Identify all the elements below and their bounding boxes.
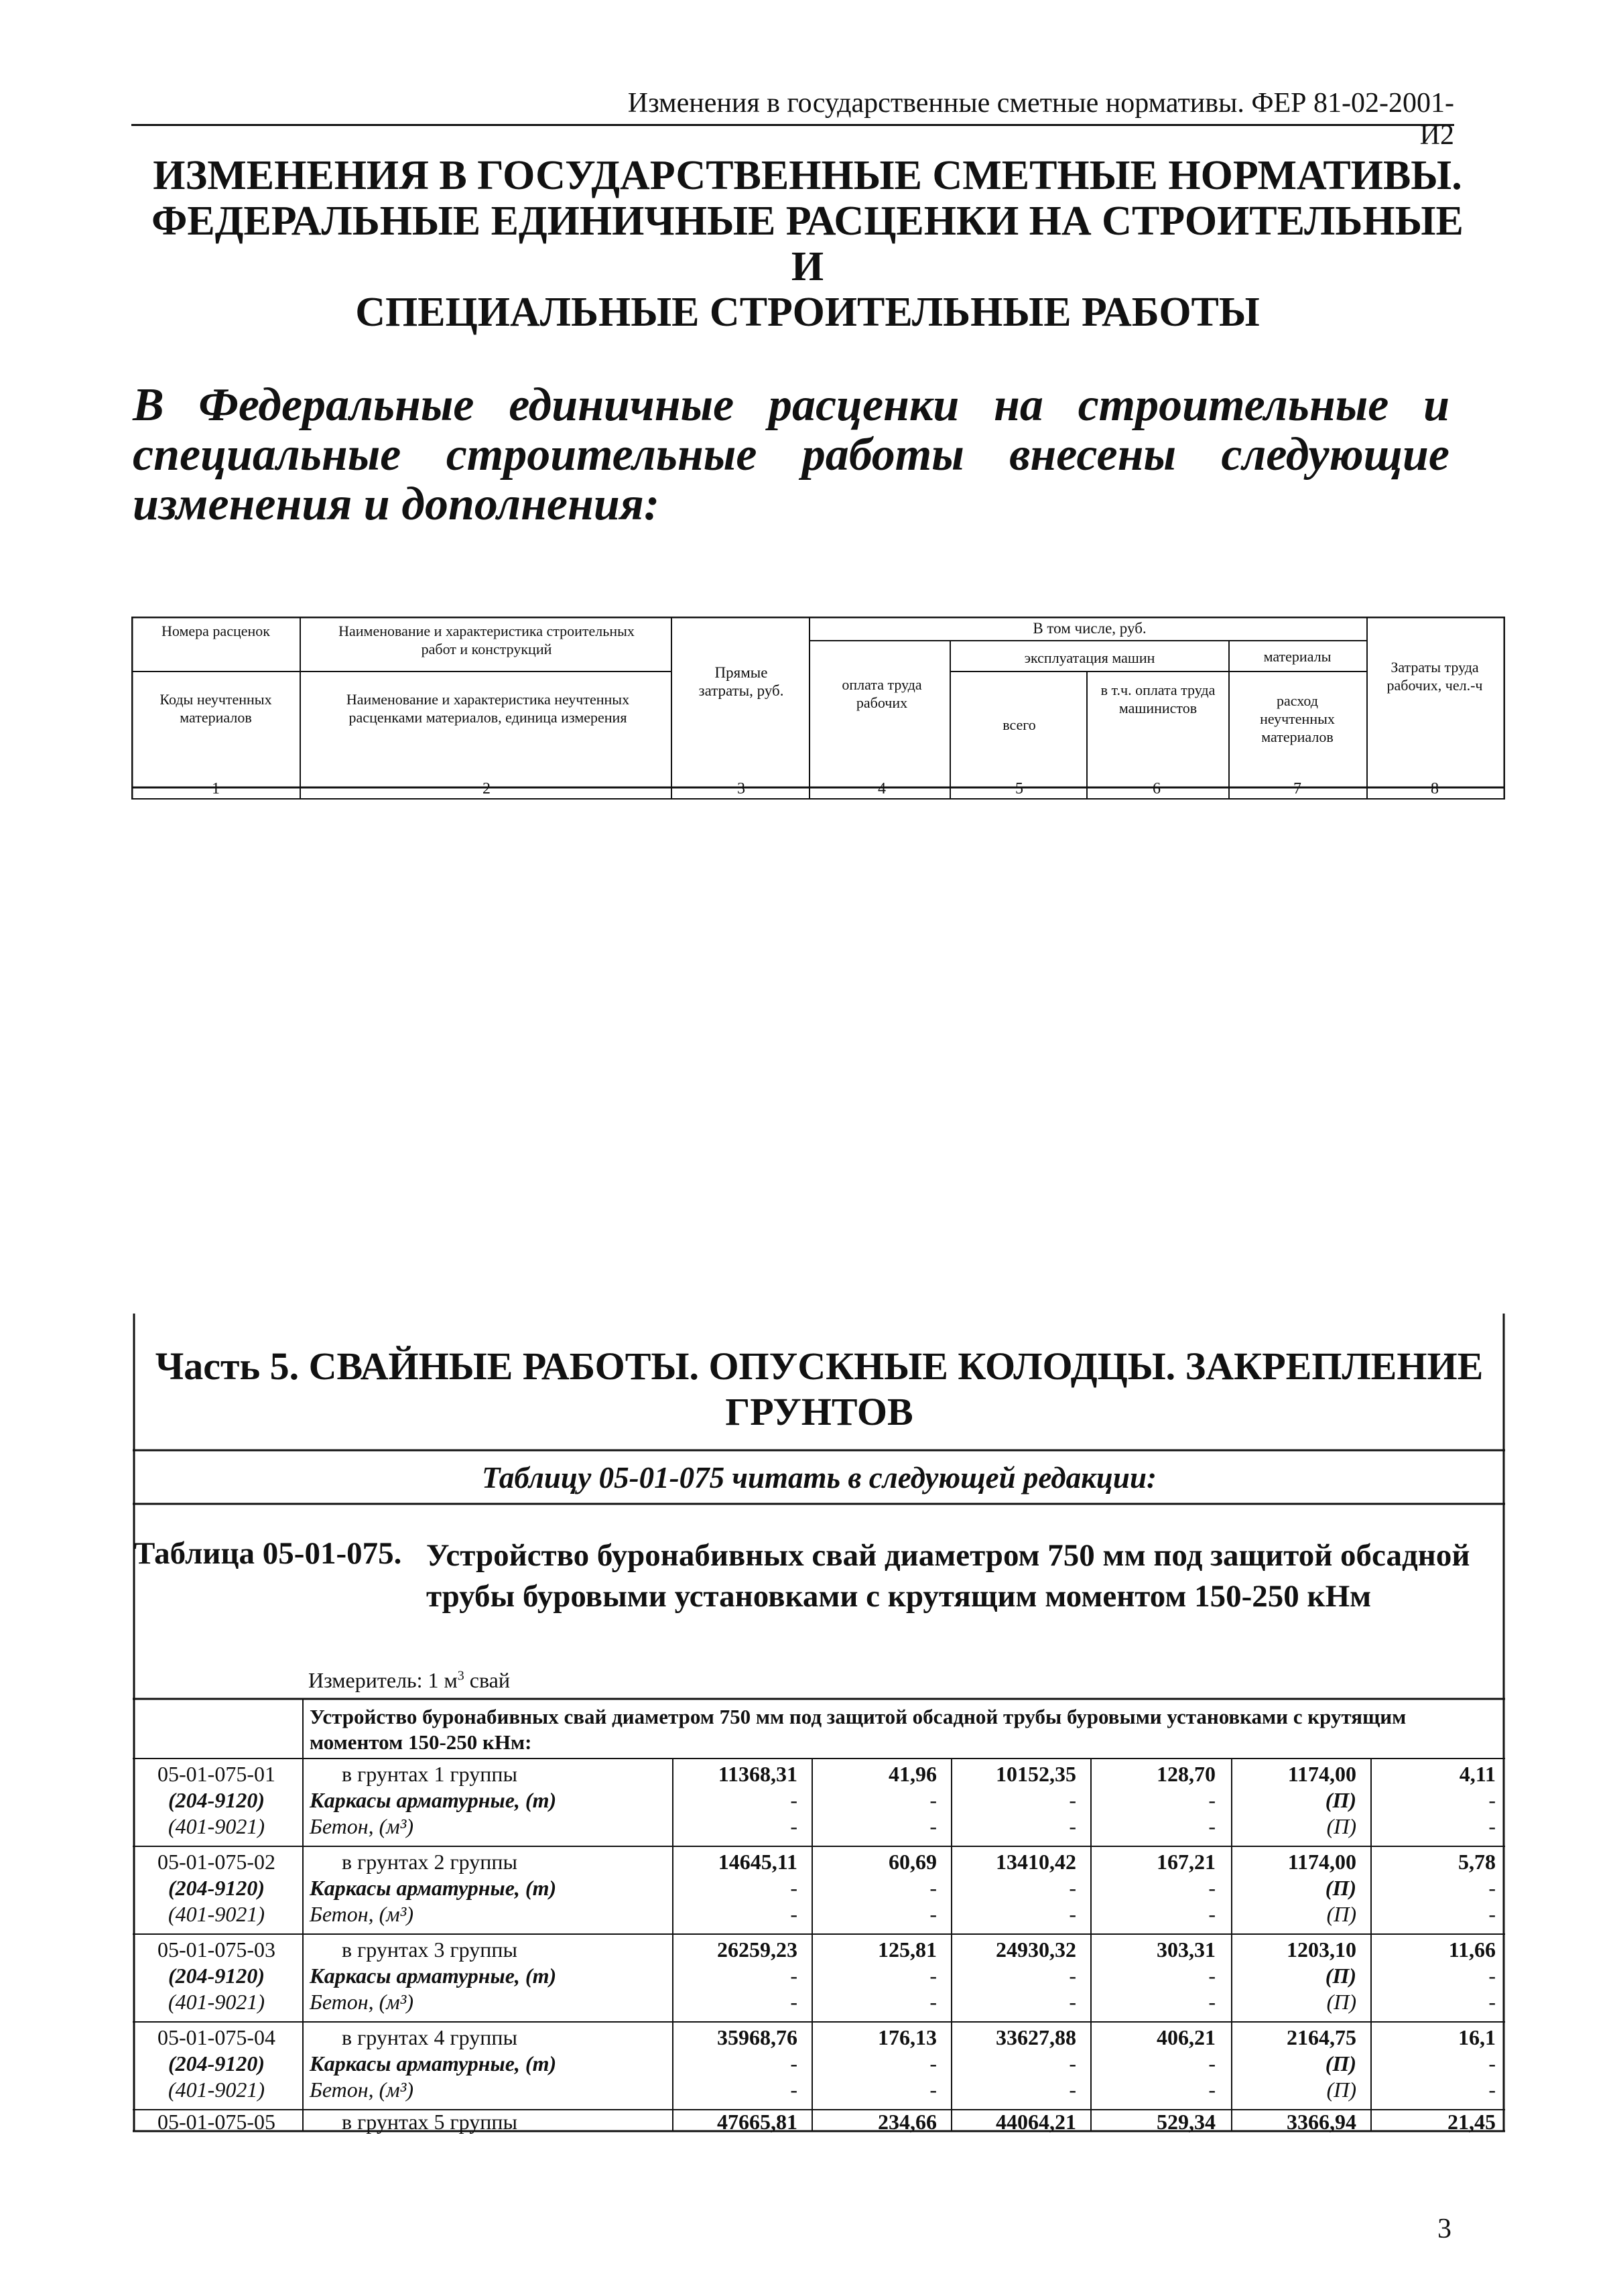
material-name: Бетон, (м³) — [310, 1814, 413, 1838]
material-name: Бетон, (м³) — [310, 1990, 413, 2014]
rate-worker: 125,81 — [878, 1937, 937, 1962]
rate-labor: 5,78 — [1458, 1850, 1496, 1874]
material-value: - — [790, 1876, 797, 1900]
part-title-line-2: ГРУНТОВ — [725, 1390, 913, 1433]
material-value: - — [1208, 1814, 1216, 1838]
header-materials: материалы — [1263, 648, 1332, 665]
material-value: - — [790, 1788, 797, 1812]
material-value: - — [1069, 1964, 1076, 1988]
material-value: - — [790, 1902, 797, 1926]
rate-direct: 35968,76 — [717, 2025, 797, 2049]
rate-direct: 26259,23 — [717, 1937, 797, 1962]
header-rule — [131, 124, 1454, 126]
material-value: - — [1069, 1876, 1076, 1900]
title-line-1: ИЗМЕНЕНИЯ В ГОСУДАРСТВЕННЫЕ СМЕТНЫЕ НОРМАТИВЫ. — [153, 153, 1462, 198]
running-header: Изменения в государственные сметные нормативы. ФЕР 81-02-2001-И2 — [627, 88, 1454, 151]
intro-line-2 — [133, 430, 1449, 480]
rate-name: в грунтах 4 группы — [342, 2025, 517, 2049]
read-note: Таблицу 05-01-075 читать в следующей редакции: — [482, 1461, 1157, 1494]
part-title-line-1: Часть 5. СВАЙНЫЕ РАБОТЫ. ОПУСКНЫЕ КОЛОДЦЫ. ЗАКРЕПЛЕНИЕ — [155, 1344, 1484, 1388]
measure-prefix: Измеритель: 1 м — [308, 1668, 458, 1692]
material-name: Бетон, (м³) — [310, 1902, 413, 1926]
material-value: - — [1488, 1788, 1496, 1812]
material-name: Каркасы арматурные, (т) — [310, 2051, 557, 2076]
material-name: Каркасы арматурные, (т) — [310, 1964, 557, 1988]
table-title-label: Таблица 05-01-075. — [134, 1536, 402, 1571]
header-rate-number: Номера расценок — [162, 623, 270, 639]
material-value: - — [1208, 2051, 1216, 2076]
material-value: - — [1069, 2078, 1076, 2102]
rate-code: 05-01-075-05 — [157, 2110, 275, 2134]
rate-code: 05-01-075-04 — [157, 2025, 275, 2049]
rate-code: 05-01-075-01 — [157, 1762, 275, 1786]
measure-unit — [308, 1668, 510, 1693]
material-value: (П) — [1326, 1990, 1356, 2014]
intro-line-1-text: В Федеральные единичные расценки на строительные и — [133, 379, 1449, 431]
material-value: (П) — [1325, 1964, 1356, 1988]
material-value: (П) — [1326, 1814, 1356, 1838]
rate-labor: 21,45 — [1447, 2110, 1496, 2134]
intro-line-3 — [133, 480, 1449, 529]
material-code: (401-9021) — [168, 1902, 265, 1926]
rate-machinists: 529,34 — [1157, 2110, 1216, 2134]
rate-machines: 13410,42 — [996, 1850, 1076, 1874]
rate-name: в грунтах 3 группы — [342, 1937, 517, 1962]
rate-machines: 44064,21 — [996, 2110, 1076, 2134]
material-value: - — [1069, 1902, 1076, 1926]
material-value: - — [1069, 1788, 1076, 1812]
rate-worker: 234,66 — [878, 2110, 937, 2134]
rate-machinists: 406,21 — [1157, 2025, 1216, 2049]
material-code: (204-9120) — [168, 1876, 265, 1900]
header-col-number-5: 5 — [1015, 780, 1023, 798]
header-direct-costs: Прямые затраты, руб. — [698, 664, 784, 699]
header-col-number-6: 6 — [1153, 780, 1161, 798]
material-value: - — [1208, 1876, 1216, 1900]
material-value: - — [1488, 2078, 1496, 2102]
rate-machines: 10152,35 — [996, 1762, 1076, 1786]
material-code: (204-9120) — [168, 1788, 265, 1812]
material-name: Каркасы арматурные, (т) — [310, 1788, 557, 1812]
rate-worker: 41,96 — [889, 1762, 937, 1786]
rate-worker: 60,69 — [889, 1850, 937, 1874]
header-work-name: Наименование и характеристика строительных работ и конструкций — [338, 623, 635, 657]
material-value: - — [929, 1814, 937, 1838]
title-line-2: ФЕДЕРАЛЬНЫЕ ЕДИНИЧНЫЕ РАСЦЕНКИ НА СТРОИТЕЛЬНЫЕ И — [151, 198, 1464, 290]
header-including: В том числе, руб. — [1033, 620, 1147, 637]
table-title-text: Устройство буронабивных свай диаметром 750 мм под защитой обсадной трубы буровыми установками с крутящим моментом 150-250 кНм — [426, 1538, 1470, 1614]
rate-name: в грунтах 1 группы — [342, 1762, 517, 1786]
material-value: (П) — [1325, 1788, 1356, 1812]
material-code: (401-9021) — [168, 1990, 265, 2014]
material-value: - — [929, 1990, 937, 2014]
material-value: (П) — [1325, 1876, 1356, 1900]
material-value: - — [1069, 1814, 1076, 1838]
header-col-number-4: 4 — [878, 780, 886, 798]
material-value: - — [790, 1964, 797, 1988]
material-value: - — [1488, 1814, 1496, 1838]
rate-labor: 4,11 — [1459, 1762, 1496, 1786]
rate-direct: 11368,31 — [718, 1762, 797, 1786]
rate-labor: 11,66 — [1448, 1937, 1496, 1962]
rate-materials: 2164,75 — [1287, 2025, 1356, 2049]
material-code: (204-9120) — [168, 1964, 265, 1988]
material-value: (П) — [1326, 2078, 1356, 2102]
material-value: (П) — [1325, 2051, 1356, 2076]
group-description: Устройство буронабивных свай диаметром 750 мм под защитой обсадной трубы буровыми установками с крутящим моментом 150-250 кНм: — [310, 1705, 1407, 1754]
rate-materials: 1203,10 — [1287, 1937, 1356, 1962]
header-machinist-pay: в т.ч. оплата труда машинистов — [1100, 682, 1216, 716]
material-value: - — [1208, 1902, 1216, 1926]
material-value: - — [929, 2078, 937, 2102]
intro-line-3-text: изменения и дополнения: — [133, 479, 660, 530]
material-value: - — [929, 1902, 937, 1926]
measure-sup: 3 — [457, 1668, 464, 1683]
header-total: всего — [1003, 716, 1036, 733]
material-value: - — [1488, 1964, 1496, 1988]
header-col-number-3: 3 — [737, 780, 745, 798]
material-value: - — [1488, 1876, 1496, 1900]
header-col-number-2: 2 — [482, 780, 491, 798]
header-col-number-8: 8 — [1431, 780, 1439, 798]
header-unaccounted-codes: Коды неучтенных материалов — [159, 691, 272, 726]
material-name: Бетон, (м³) — [310, 2078, 413, 2102]
rate-direct: 47665,81 — [717, 2110, 797, 2134]
intro-paragraph — [133, 381, 1449, 529]
rate-machinists: 167,21 — [1157, 1850, 1216, 1874]
material-value: - — [1208, 1964, 1216, 1988]
rate-machinists: 303,31 — [1157, 1937, 1216, 1962]
header-col-number-1: 1 — [212, 780, 220, 798]
material-value: - — [1208, 1788, 1216, 1812]
rate-code: 05-01-075-03 — [157, 1937, 275, 1962]
rate-machines: 33627,88 — [996, 2025, 1076, 2049]
intro-line-2-text: специальные строительные работы внесены следующие — [133, 429, 1449, 481]
measure-suffix: свай — [464, 1668, 510, 1692]
material-value: - — [1069, 2051, 1076, 2076]
rate-direct: 14645,11 — [718, 1850, 797, 1874]
rate-worker: 176,13 — [878, 2025, 937, 2049]
material-value: - — [1488, 2051, 1496, 2076]
rate-materials: 3366,94 — [1287, 2110, 1356, 2134]
material-code: (401-9021) — [168, 1814, 265, 1838]
material-value: - — [790, 2051, 797, 2076]
header-worker-pay: оплата труда рабочих — [842, 676, 922, 711]
material-value: - — [790, 2078, 797, 2102]
header-labor-costs: Затраты труда рабочих, чел.-ч — [1386, 659, 1483, 694]
material-value: - — [790, 1990, 797, 2014]
rate-materials: 1174,00 — [1287, 1850, 1356, 1874]
material-value: - — [929, 1876, 937, 1900]
material-value: - — [929, 1788, 937, 1812]
material-value: - — [1208, 2078, 1216, 2102]
material-value: - — [1488, 1902, 1496, 1926]
material-name: Каркасы арматурные, (т) — [310, 1876, 557, 1900]
title-line-3: СПЕЦИАЛЬНЫЕ СТРОИТЕЛЬНЫЕ РАБОТЫ — [355, 290, 1260, 335]
material-value: - — [1069, 1990, 1076, 2014]
rate-name: в грунтах 5 группы — [342, 2110, 517, 2134]
material-value: - — [1208, 1990, 1216, 2014]
main-title — [134, 153, 1481, 335]
header-col-number-7: 7 — [1293, 780, 1301, 798]
part-title — [154, 1344, 1484, 1435]
rate-labor: 16,1 — [1458, 2025, 1496, 2049]
rate-name: в грунтах 2 группы — [342, 1850, 517, 1874]
page-number: 3 — [1437, 2214, 1451, 2244]
header-machine-operation: эксплуатация машин — [1024, 649, 1155, 666]
material-value: - — [929, 2051, 937, 2076]
column-header-table — [131, 617, 1505, 800]
rate-machinists: 128,70 — [1157, 1762, 1216, 1786]
material-value: - — [1488, 1990, 1496, 2014]
material-value: - — [790, 1814, 797, 1838]
material-value: (П) — [1326, 1902, 1356, 1926]
material-code: (401-9021) — [168, 2078, 265, 2102]
material-value: - — [929, 1964, 937, 1988]
rate-machines: 24930,32 — [996, 1937, 1076, 1962]
rate-code: 05-01-075-02 — [157, 1850, 275, 1874]
header-unaccounted-name: Наименование и характеристика неучтенных расценками материалов, единица измерения — [346, 691, 630, 726]
intro-line-1 — [133, 381, 1449, 430]
header-unaccounted-consumption: расход неучтенных материалов — [1260, 692, 1335, 745]
material-code: (204-9120) — [168, 2051, 265, 2076]
rate-materials: 1174,00 — [1287, 1762, 1356, 1786]
